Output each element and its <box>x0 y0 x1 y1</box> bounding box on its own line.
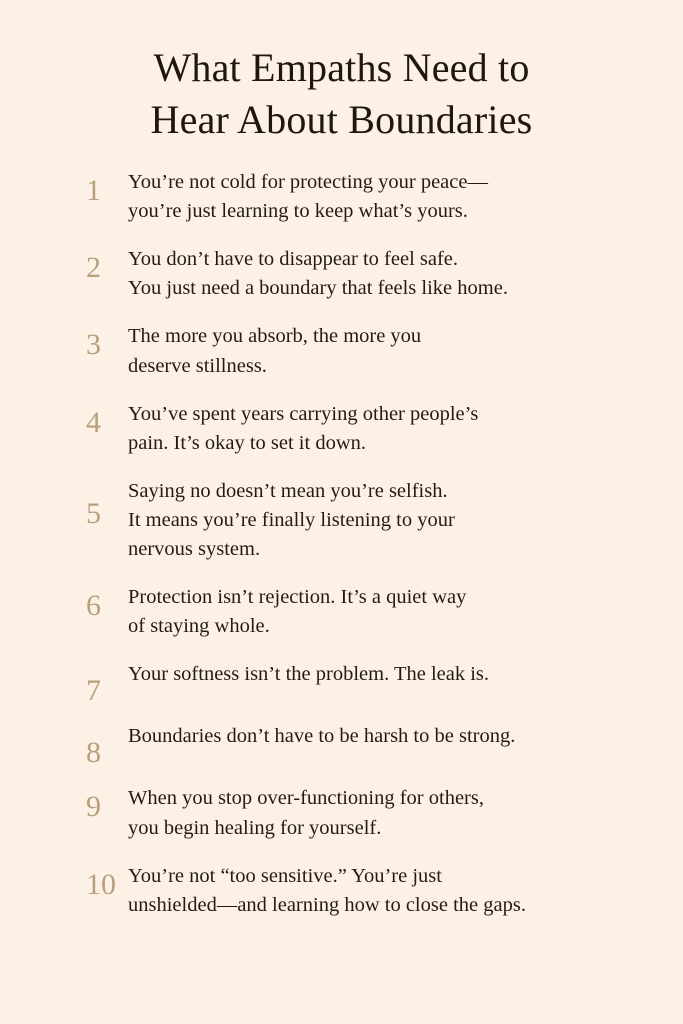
list-item-number: 4 <box>86 405 101 439</box>
list-item-number: 3 <box>86 328 101 362</box>
list-item-text <box>128 784 639 842</box>
list-item <box>82 245 639 303</box>
list-item-number: 7 <box>86 674 101 708</box>
page-title-line-1: What Empaths Need to <box>153 45 530 90</box>
list-item-line: When you stop over-functioning for others, <box>128 787 484 810</box>
list-item-line: you’re just learning to keep what’s yours. <box>128 200 468 223</box>
list-item-line: deserve stillness. <box>128 354 267 377</box>
list-item <box>82 477 639 564</box>
list-item-number: 5 <box>86 496 101 530</box>
list-item-number: 9 <box>86 790 101 824</box>
list-item-number: 10 <box>86 867 116 901</box>
list-item-line: nervous system. <box>128 538 261 561</box>
list-item-number: 8 <box>86 736 101 770</box>
list-item-text <box>128 322 639 380</box>
list-item-line: you begin healing for yourself. <box>128 816 382 839</box>
list-item-text <box>128 862 639 920</box>
list-item-line: You’re not cold for protecting your peace— <box>128 171 488 193</box>
list-item-text <box>128 477 639 564</box>
list-item-line: You just need a boundary that feels like home. <box>128 277 508 300</box>
list-item <box>82 784 639 842</box>
list-item-text <box>128 660 639 689</box>
list-item-line: Saying no doesn’t mean you’re selfish. <box>128 479 448 502</box>
list-item-number: 1 <box>86 174 101 207</box>
page-title-line-2: Hear About Boundaries <box>150 97 533 142</box>
list-item-text <box>128 168 639 226</box>
list-item-number: 6 <box>86 589 101 623</box>
list-item <box>82 722 639 768</box>
list-item-line: of staying whole. <box>128 615 270 638</box>
list-item-line: It means you’re finally listening to your <box>128 508 455 531</box>
list-item <box>82 660 639 706</box>
list-item <box>82 862 639 920</box>
list-item-line: You’re not “too sensitive.” You’re just <box>128 864 442 887</box>
list-item-text <box>128 245 639 303</box>
list-item-line: The more you absorb, the more you <box>128 325 422 348</box>
list-item <box>82 400 639 458</box>
list-item-text <box>128 583 639 641</box>
list-item <box>82 168 639 226</box>
list-item-number: 2 <box>86 251 101 285</box>
page-title <box>34 42 649 146</box>
list-item <box>82 322 639 380</box>
list-item-text <box>128 400 639 458</box>
list-item-text <box>128 722 639 751</box>
list-item <box>82 583 639 641</box>
list-item-line: pain. It’s okay to set it down. <box>128 431 367 454</box>
list-item-line: You don’t have to disappear to feel safe. <box>128 248 459 271</box>
list-item-line: Boundaries don’t have to be harsh to be strong. <box>128 725 516 748</box>
list-item-line: You’ve spent years carrying other people’s <box>128 402 479 425</box>
list-item-line: unshielded—and learning how to close the gaps. <box>128 893 526 916</box>
tips-list <box>34 168 649 920</box>
list-item-line: Protection isn’t rejection. It’s a quiet way <box>128 586 467 609</box>
list-item-line: Your softness isn’t the problem. The leak is. <box>128 663 490 686</box>
